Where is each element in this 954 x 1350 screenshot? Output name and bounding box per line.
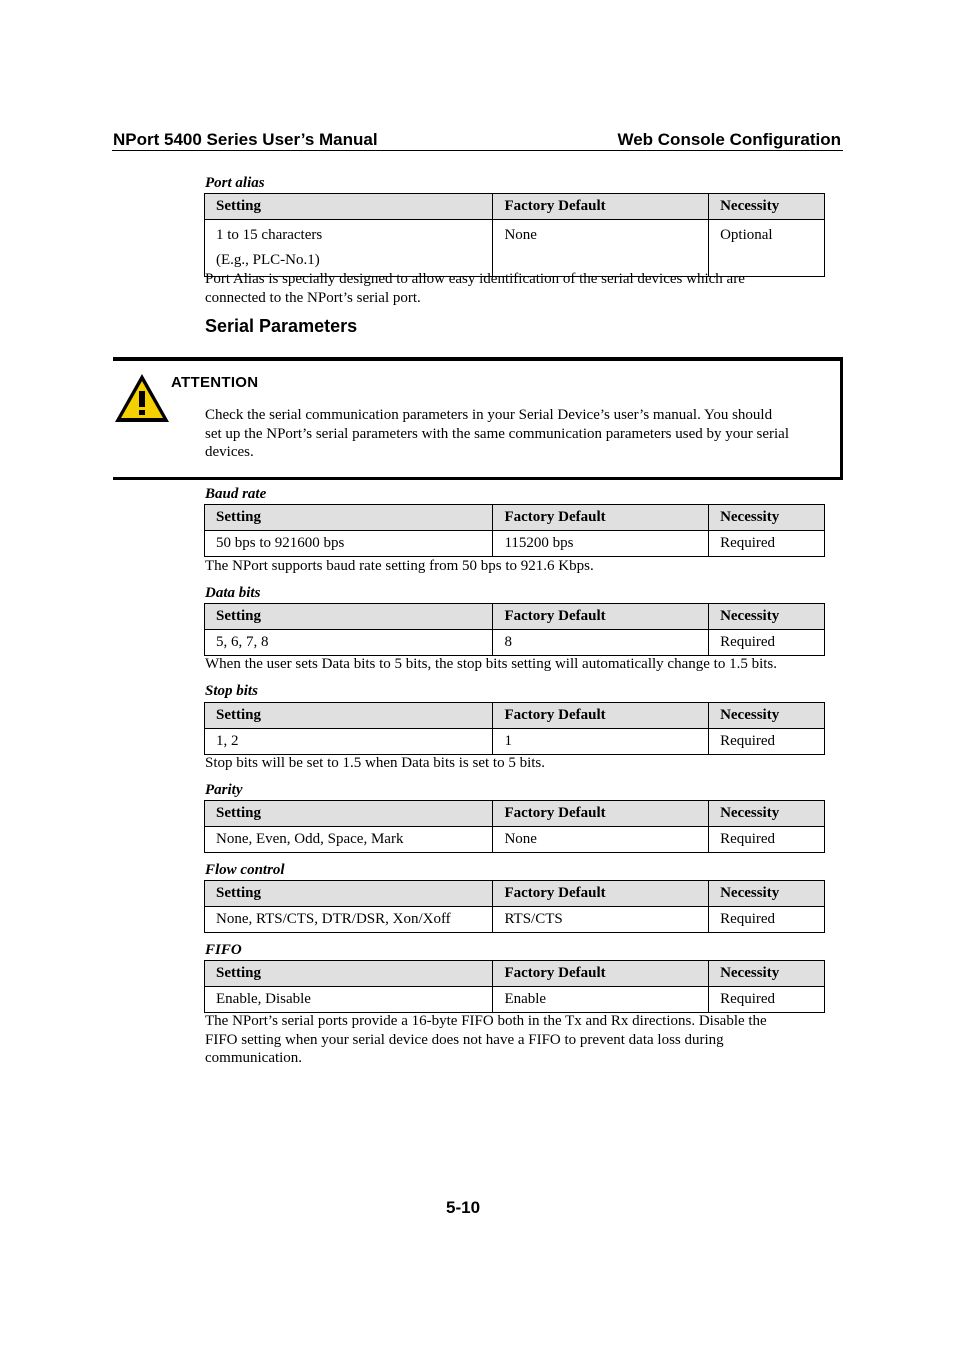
data-bits-note: When the user sets Data bits to 5 bits, the stop bits setting will automatically change to 1.5 bits. <box>205 656 777 672</box>
factory-default-header: Factory Default <box>493 604 709 630</box>
baud-rate-table <box>204 504 825 557</box>
setting-cell <box>205 220 493 277</box>
necessity-header: Necessity <box>709 881 825 907</box>
necessity-header: Necessity <box>709 505 825 531</box>
default-cell: None <box>493 827 709 853</box>
necessity-cell: Required <box>709 630 825 656</box>
attention-title: ATTENTION <box>171 374 259 391</box>
attention-line: devices. <box>205 444 254 460</box>
default-cell: 115200 bps <box>493 531 709 557</box>
factory-default-header: Factory Default <box>493 703 709 729</box>
table-row <box>205 729 825 755</box>
necessity-header: Necessity <box>709 604 825 630</box>
necessity-header: Necessity <box>709 703 825 729</box>
table-row <box>205 220 825 277</box>
default-cell: Enable <box>493 987 709 1013</box>
setting-line: (E.g., PLC-No.1) <box>216 252 320 268</box>
factory-default-header: Factory Default <box>493 194 709 220</box>
data-bits-table <box>204 603 825 656</box>
flow-control-caption: Flow control <box>205 862 285 878</box>
default-cell: 1 <box>493 729 709 755</box>
stop-bits-note: Stop bits will be set to 1.5 when Data bits is set to 5 bits. <box>205 755 545 771</box>
necessity-cell: Required <box>709 531 825 557</box>
note-line: Port Alias is specially designed to allow easy identification of the serial devices which are <box>205 271 745 287</box>
setting-cell: None, Even, Odd, Space, Mark <box>205 827 493 853</box>
factory-default-header: Factory Default <box>493 801 709 827</box>
port-alias-note <box>205 270 830 307</box>
page-header <box>112 128 843 151</box>
data-bits-caption: Data bits <box>205 585 261 601</box>
table-header-row <box>205 604 825 630</box>
manual-title: NPort 5400 Series User’s Manual <box>113 130 378 149</box>
baud-rate-caption: Baud rate <box>205 486 267 502</box>
setting-header: Setting <box>205 194 493 220</box>
setting-cell: 50 bps to 921600 bps <box>205 531 493 557</box>
necessity-cell: Required <box>709 827 825 853</box>
setting-header: Setting <box>205 961 493 987</box>
table-header-row <box>205 961 825 987</box>
default-cell: RTS/CTS <box>493 907 709 933</box>
setting-cell: Enable, Disable <box>205 987 493 1013</box>
table-header-row <box>205 801 825 827</box>
parity-table <box>204 800 825 853</box>
flow-control-table <box>204 880 825 933</box>
fifo-table <box>204 960 825 1013</box>
necessity-header: Necessity <box>709 801 825 827</box>
table-row <box>205 531 825 557</box>
table-row <box>205 827 825 853</box>
factory-default-header: Factory Default <box>493 961 709 987</box>
setting-header: Setting <box>205 801 493 827</box>
table-header-row <box>205 703 825 729</box>
setting-header: Setting <box>205 881 493 907</box>
default-cell: 8 <box>493 630 709 656</box>
setting-cell: 1, 2 <box>205 729 493 755</box>
attention-line: set up the NPort’s serial parameters with the same communication parameters used by your serial <box>205 425 789 442</box>
note-line: FIFO setting when your serial device does not have a FIFO to prevent data loss during <box>205 1031 724 1048</box>
setting-header: Setting <box>205 505 493 531</box>
table-row <box>205 987 825 1013</box>
table-row <box>205 630 825 656</box>
necessity-cell: Optional <box>709 220 825 277</box>
necessity-header: Necessity <box>709 961 825 987</box>
table-row <box>205 907 825 933</box>
note-line: The NPort’s serial ports provide a 16-byte FIFO both in the Tx and Rx directions. Disable the <box>205 1013 767 1029</box>
stop-bits-table <box>204 702 825 755</box>
table-header-row <box>205 881 825 907</box>
setting-cell: 5, 6, 7, 8 <box>205 630 493 656</box>
necessity-cell: Required <box>709 729 825 755</box>
setting-line: 1 to 15 characters <box>216 227 323 243</box>
note-line: connected to the NPort’s serial port. <box>205 289 421 306</box>
parity-caption: Parity <box>205 782 243 798</box>
note-line: communication. <box>205 1050 303 1066</box>
chapter-title: Web Console Configuration <box>617 130 841 149</box>
baud-rate-note: The NPort supports baud rate setting from 50 bps to 921.6 Kbps. <box>205 558 594 574</box>
port-alias-table <box>204 193 825 277</box>
port-alias-caption: Port alias <box>205 175 265 191</box>
setting-header: Setting <box>205 703 493 729</box>
page-number: 5-10 <box>446 1198 481 1217</box>
factory-default-header: Factory Default <box>493 505 709 531</box>
necessity-header: Necessity <box>709 194 825 220</box>
fifo-caption: FIFO <box>205 942 242 958</box>
attention-text <box>205 406 830 462</box>
stop-bits-caption: Stop bits <box>205 683 258 699</box>
setting-header: Setting <box>205 604 493 630</box>
table-header-row <box>205 194 825 220</box>
necessity-cell: Required <box>709 907 825 933</box>
default-cell: None <box>493 220 709 277</box>
setting-cell: None, RTS/CTS, DTR/DSR, Xon/Xoff <box>205 907 493 933</box>
section-title: Serial Parameters <box>205 316 358 336</box>
necessity-cell: Required <box>709 987 825 1013</box>
fifo-note <box>205 1012 830 1068</box>
table-header-row <box>205 505 825 531</box>
attention-line: Check the serial communication parameters in your Serial Device’s user’s manual. You should <box>205 407 773 423</box>
warning-icon <box>113 372 171 424</box>
factory-default-header: Factory Default <box>493 881 709 907</box>
